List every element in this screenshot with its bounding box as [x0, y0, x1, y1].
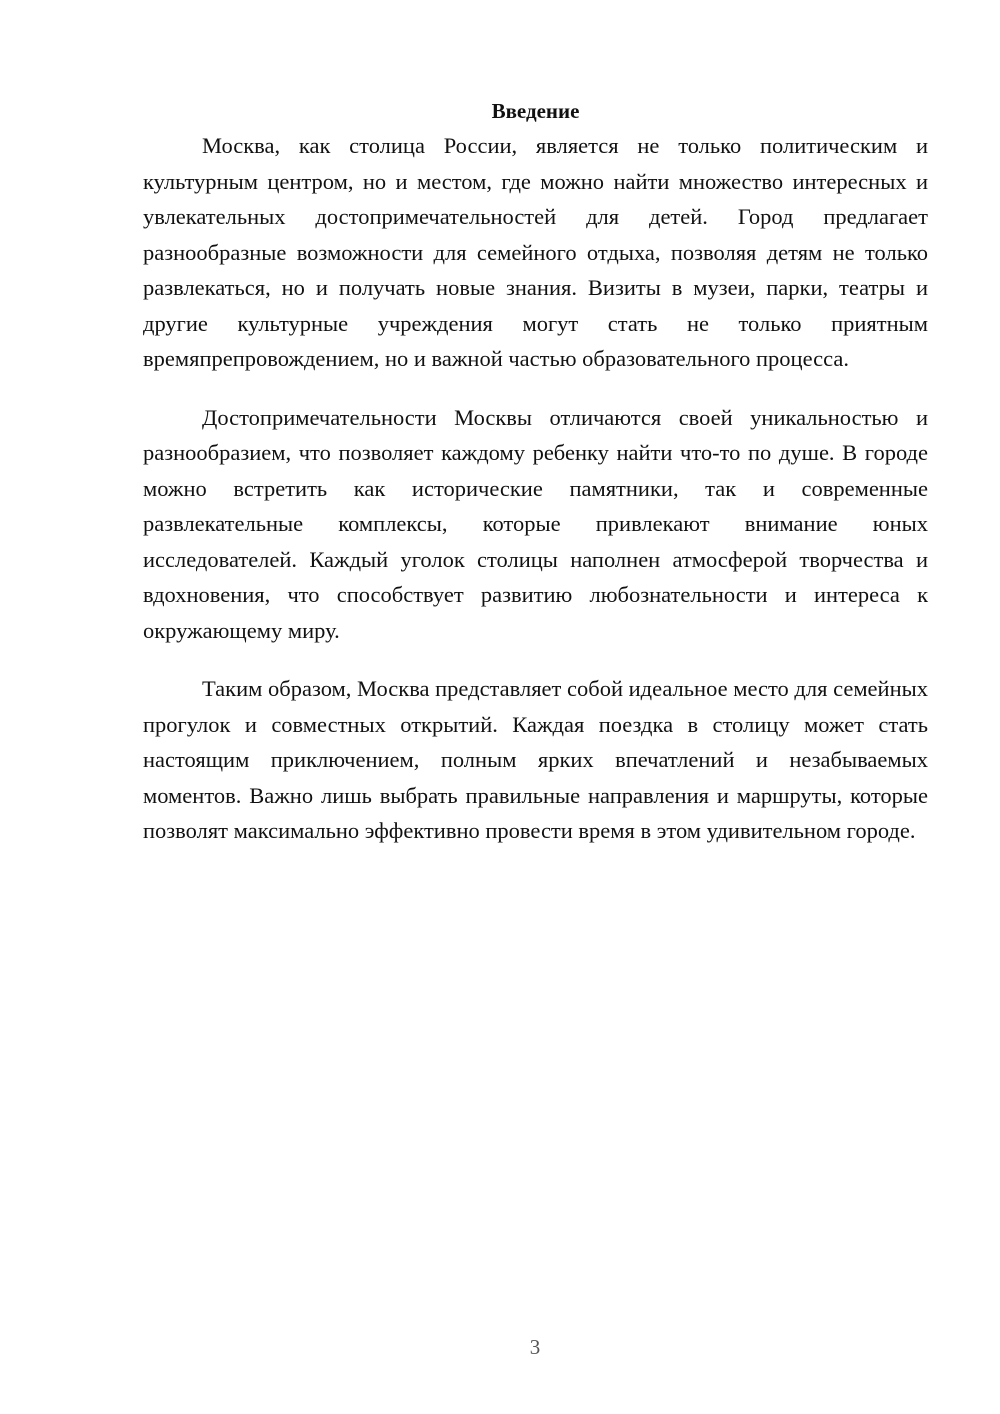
paragraph-1: Москва, как столица России, является не только политическим и культурным центром, но и местом, где можно найти множество интересных и увлекательных достопримечательностей для детей. Город предлагает разнообразные возможности для семейного отдыха, позволяя детям не только развлекаться, но и получать новые знания. Визиты в музеи, парки, театры и другие культурные учреждения могут стать не только приятным времяпрепровождением, но и важной частью образовательного процесса. — [143, 133, 928, 371]
page-number: 3 — [529, 1335, 541, 1359]
paragraph-3: Таким образом, Москва представляет собой идеальное место для семейных прогулок и совместных открытий. Каждая поездка в столицу может стать настоящим приключением, полным ярких впечатлений и незабываемых моментов. Важно лишь выбрать правильные направления и маршруты, которые позволят максимально эффективно провести время в этом удивительном городе. — [143, 676, 928, 843]
paragraph-2: Достопримечательности Москвы отличаются своей уникальностью и разнообразием, что позволяет каждому ребенку найти что-то по душе. В городе можно встретить как исторические памятники, так и современные развлекательные комплексы, которые привлекают внимание юных исследователей. Каждый уголок столицы наполнен атмосферой творчества и вдохновения, что способствует развитию любознательности и интереса к окружающему миру. — [143, 404, 928, 643]
section-title: Введение — [491, 99, 580, 123]
page-content — [143, 96, 928, 849]
